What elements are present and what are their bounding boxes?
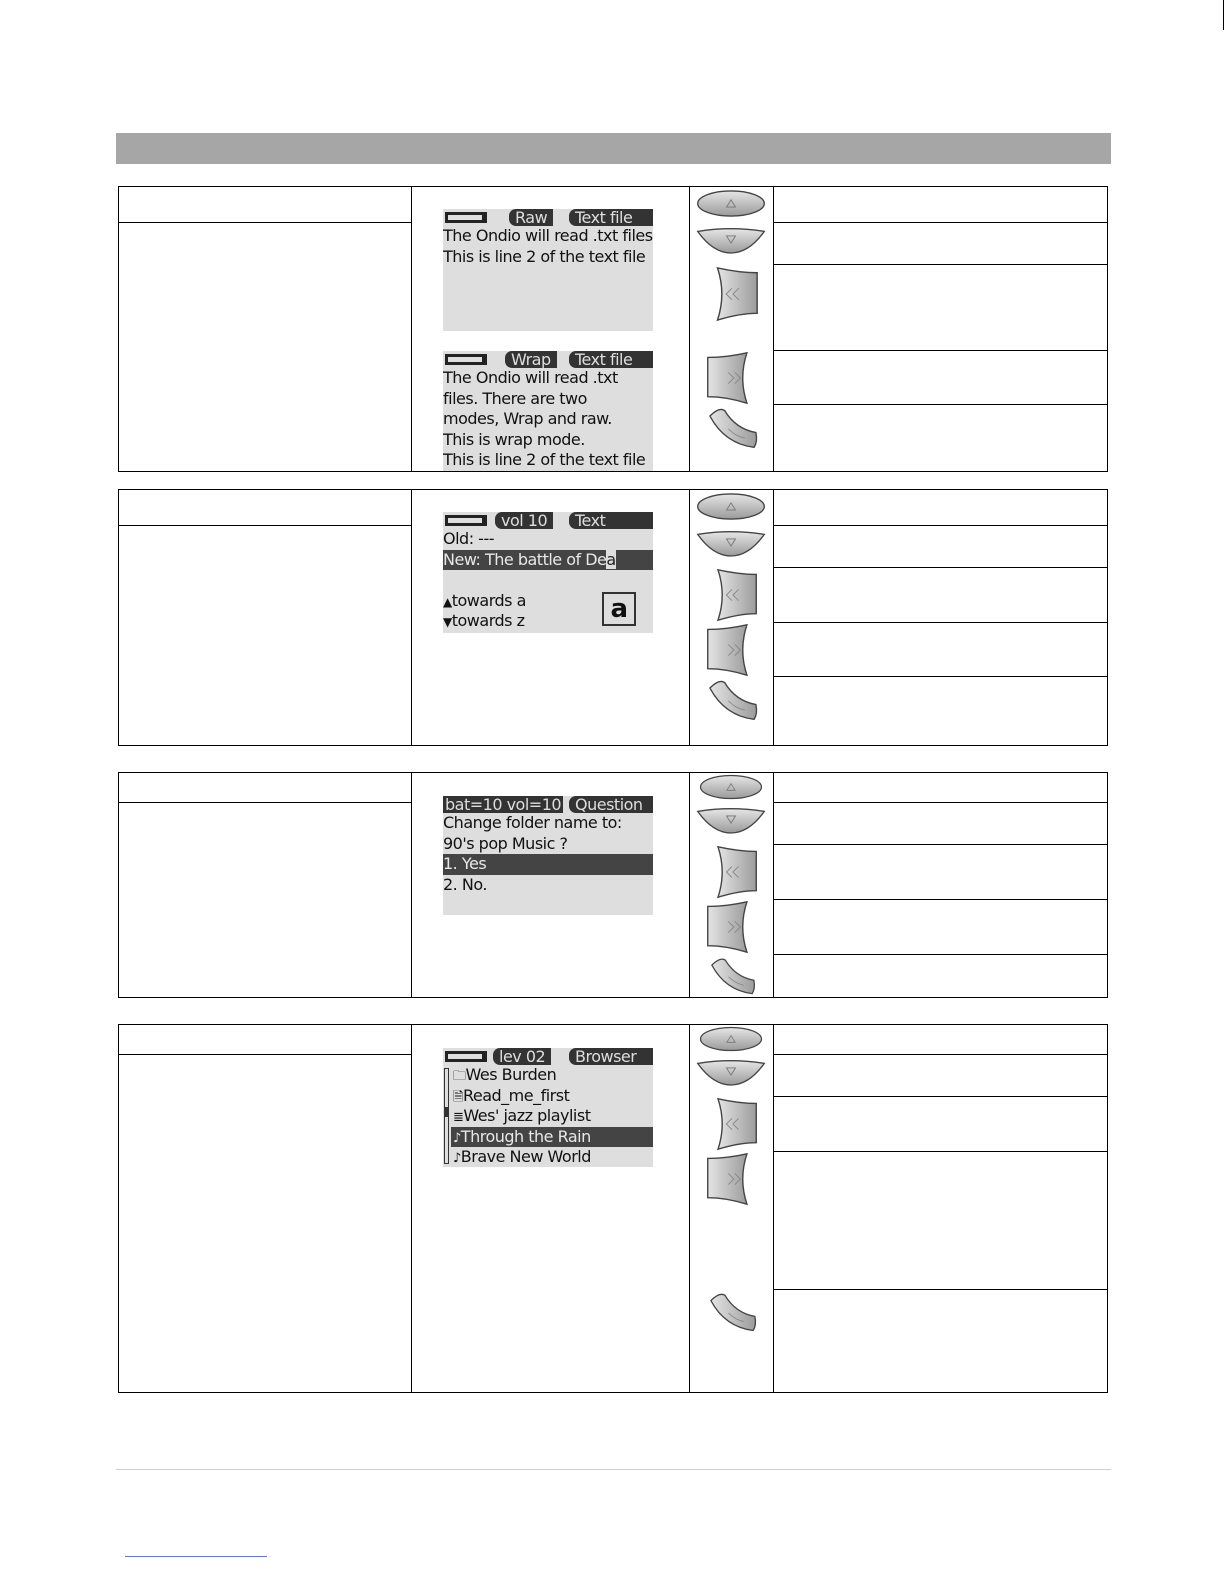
text-editor-section [118,489,1108,746]
battery-icon [445,1051,487,1062]
text-line: The Ondio will read .txt files [443,226,653,245]
menu-button-icon [702,1290,762,1334]
question-line: 90's pop Music ? [443,833,568,853]
right-button-icon [702,1151,762,1207]
right-button-icon [702,350,762,406]
left-button-icon [702,844,762,900]
list-item: ≣Wes' jazz playlist [453,1106,591,1125]
list-item: 🗎Read_me_first [453,1085,570,1105]
screen-title: Text [569,512,653,529]
right-button-icon [702,622,762,678]
new-name-text: New: The battle of De [443,549,607,569]
text-line: This is line 2 of the text file [443,246,646,266]
section-header-band [116,133,1111,164]
lcd-text-edit-screen [443,512,653,633]
playlist-icon: ≣ [453,1110,464,1125]
text-line: modes, Wrap and raw. [443,409,612,428]
list-item: 🗀Wes Burden [453,1065,557,1084]
music-note-icon: ♪ [453,1151,461,1166]
up-button-icon [695,773,767,801]
battery-icon [445,212,487,223]
up-hint-text: towards a [451,590,526,610]
up-button-icon [695,1025,767,1053]
footer-link-underline[interactable] [125,1556,267,1557]
scrollbar [444,1068,449,1164]
level-badge: lev 02 [493,1048,551,1065]
screen-title: Text file [569,351,653,368]
big-char-box: a [602,592,636,626]
text-viewer-section [118,186,1108,472]
mode-badge: Raw [509,209,553,226]
right-button-icon [702,899,762,955]
left-button-icon [702,567,762,623]
triangle-up-icon: ▲ [443,594,452,609]
text-line: files. There are two [443,388,587,408]
menu-button-icon [702,677,762,723]
down-button-icon [695,224,767,255]
down-hint-text: towards z [451,611,525,630]
text-line: This is wrap mode. [443,429,585,449]
down-button-icon [695,527,767,558]
old-name-line: Old: --- [443,529,494,548]
down-button-icon [695,804,767,835]
status-label: bat=10 vol=10 [445,796,562,814]
screen-title: Question [569,796,653,813]
menu-button-icon [702,955,762,997]
text-line: This is line 2 of the text file [443,450,646,469]
question-section [118,772,1108,998]
screen-title: Browser [569,1048,653,1065]
lcd-wrap-screen [443,351,653,471]
down-button-icon [695,1056,767,1087]
footer-rule [116,1469,1111,1470]
lcd-raw-screen [443,209,653,331]
question-line: Change folder name to: [443,813,622,832]
cursor-char: a [606,549,616,569]
option-no: 2. No. [443,874,487,894]
option-yes: 1. Yes [443,854,653,875]
screen-title: Text file [569,209,653,226]
list-item-selected: ♪Through the Rain [451,1127,653,1148]
triangle-down-icon: ▼ [443,615,452,629]
battery-icon [445,354,487,365]
new-name-line [443,550,653,571]
folder-icon: 🗀 [453,1069,466,1084]
menu-button-icon [702,405,762,451]
up-button-icon [695,491,767,522]
text-line: The Ondio will read .txt [443,368,618,387]
left-button-icon [702,265,762,323]
mode-badge: Wrap [505,351,557,368]
battery-icon [445,515,487,526]
text-file-icon: 🗎 [453,1089,463,1105]
music-note-icon: ♪ [453,1130,461,1146]
list-item: ♪Brave New World [453,1147,591,1166]
lcd-browser-screen [443,1048,653,1167]
left-button-icon [702,1096,762,1152]
up-button-icon [695,188,767,219]
browser-section [118,1024,1108,1393]
lcd-question-screen [443,796,653,915]
volume-badge: vol 10 [495,512,553,529]
